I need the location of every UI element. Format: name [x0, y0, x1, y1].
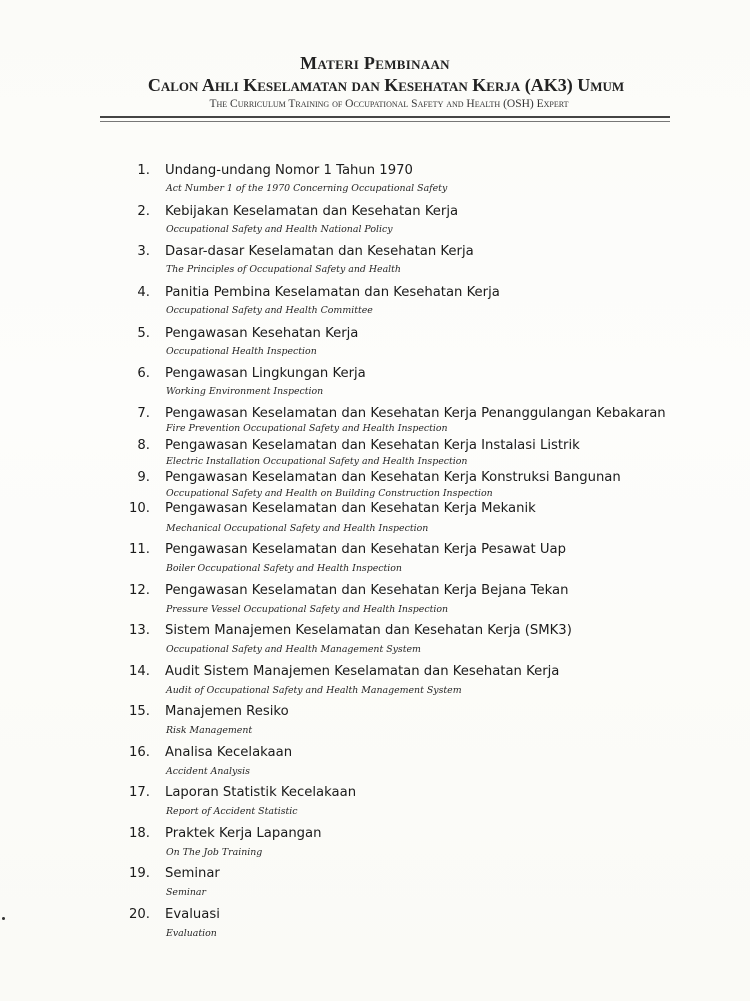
item-number: 14.	[129, 664, 150, 679]
item-number: 9.	[137, 470, 150, 485]
item-subtitle: Accident Analysis	[166, 766, 250, 777]
item-subtitle: Fire Prevention Occupational Safety and Health Inspection	[166, 423, 448, 434]
item-title: Pengawasan Keselamatan dan Kesehatan Kerja Penanggulangan Kebakaran	[165, 406, 666, 421]
item-subtitle: Mechanical Occupational Safety and Health Inspection	[166, 523, 429, 534]
item-subtitle: Occupational Safety and Health on Building Construction Inspection	[166, 488, 493, 499]
item-number: 20.	[129, 907, 150, 922]
header-rule-thin	[100, 121, 670, 122]
item-title: Kebijakan Keselamatan dan Kesehatan Kerja	[165, 204, 459, 219]
document-header	[0, 52, 750, 111]
document-subtitle: Calon Ahli Keselamatan dan Kesehatan Kerja (AK3) Umum	[147, 75, 625, 95]
item-subtitle: Boiler Occupational Safety and Health Inspection	[166, 563, 402, 574]
item-title: Dasar-dasar Keselamatan dan Kesehatan Kerja	[165, 244, 474, 259]
item-subtitle: Evaluation	[166, 928, 217, 939]
item-number: 4.	[137, 285, 150, 300]
item-title: Manajemen Resiko	[165, 704, 289, 719]
item-subtitle: Act Number 1 of the 1970 Concerning Occupational Safety	[166, 183, 448, 194]
scan-mark	[2, 917, 5, 920]
document-title: Materi Pembinaan	[300, 53, 450, 73]
item-title: Analisa Kecelakaan	[165, 745, 293, 760]
item-number: 17.	[129, 785, 150, 800]
item-number: 5.	[137, 326, 150, 341]
item-subtitle: Working Environment Inspection	[166, 386, 324, 397]
item-subtitle: The Principles of Occupational Safety and Health	[166, 264, 401, 275]
header-rule-thick	[100, 116, 670, 118]
item-number: 16.	[129, 745, 150, 760]
item-number: 12.	[129, 583, 150, 598]
item-title: Audit Sistem Manajemen Keselamatan dan Kesehatan Kerja	[165, 664, 560, 679]
item-title: Pengawasan Keselamatan dan Kesehatan Kerja Bejana Tekan	[165, 583, 569, 598]
item-subtitle: Occupational Safety and Health Committee	[166, 305, 373, 316]
item-number: 18.	[129, 826, 150, 841]
item-title: Laporan Statistik Kecelakaan	[165, 785, 357, 800]
item-title: Evaluasi	[165, 907, 220, 922]
item-subtitle: Occupational Safety and Health Management System	[166, 644, 421, 655]
item-title: Pengawasan Kesehatan Kerja	[165, 326, 359, 341]
item-number: 1.	[137, 163, 150, 178]
item-subtitle: On The Job Training	[166, 847, 263, 858]
item-title: Seminar	[165, 866, 220, 881]
item-title: Pengawasan Lingkungan Kerja	[165, 366, 366, 381]
item-subtitle: Audit of Occupational Safety and Health Management System	[166, 685, 462, 696]
document-english-subtitle: The Curriculum Training of Occupational Safety and Health (OSH) Expert	[209, 98, 569, 110]
item-title: Pengawasan Keselamatan dan Kesehatan Kerja Pesawat Uap	[165, 542, 567, 557]
item-number: 7.	[137, 406, 150, 421]
item-number: 8.	[137, 438, 150, 453]
item-number: 11.	[129, 542, 150, 557]
item-subtitle: Pressure Vessel Occupational Safety and Health Inspection	[166, 604, 449, 615]
item-subtitle: Seminar	[166, 887, 206, 898]
item-subtitle: Occupational Safety and Health National Policy	[166, 224, 393, 235]
item-number: 19.	[129, 866, 150, 881]
item-title: Undang-undang Nomor 1 Tahun 1970	[165, 163, 413, 178]
item-subtitle: Electric Installation Occupational Safety and Health Inspection	[166, 456, 468, 467]
item-title: Praktek Kerja Lapangan	[165, 826, 322, 841]
item-number: 3.	[137, 244, 150, 259]
item-title: Panitia Pembina Keselamatan dan Kesehatan Kerja	[165, 285, 500, 300]
item-subtitle: Risk Management	[166, 725, 253, 736]
item-number: 10.	[129, 501, 150, 516]
item-number: 13.	[129, 623, 150, 638]
item-title: Pengawasan Keselamatan dan Kesehatan Kerja Konstruksi Bangunan	[165, 470, 621, 485]
item-title: Pengawasan Keselamatan dan Kesehatan Kerja Instalasi Listrik	[165, 438, 580, 453]
item-subtitle: Occupational Health Inspection	[166, 346, 317, 357]
item-number: 6.	[137, 366, 150, 381]
item-title: Pengawasan Keselamatan dan Kesehatan Kerja Mekanik	[165, 501, 536, 516]
item-title: Sistem Manajemen Keselamatan dan Kesehatan Kerja (SMK3)	[165, 623, 572, 638]
item-subtitle: Report of Accident Statistic	[166, 806, 298, 817]
item-number: 15.	[129, 704, 150, 719]
item-number: 2.	[137, 204, 150, 219]
